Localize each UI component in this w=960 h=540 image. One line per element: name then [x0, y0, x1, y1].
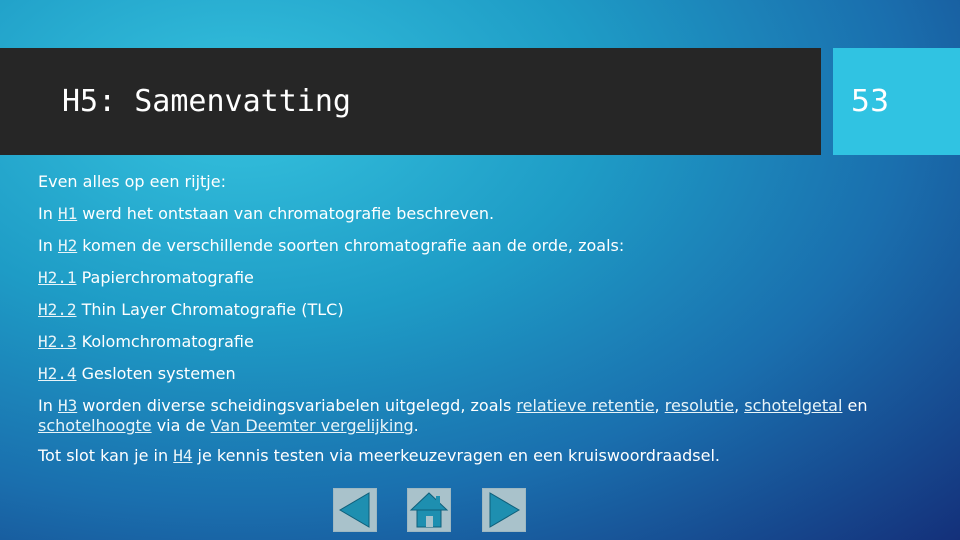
page-number: 53 — [850, 84, 890, 119]
line-h4-pre: Tot slot kan je in — [38, 446, 174, 465]
sub-item-h2-2 — [38, 300, 868, 320]
line-h3-mid3: via de — [151, 416, 211, 435]
slide-body — [38, 172, 868, 478]
next-button[interactable] — [482, 488, 526, 532]
slide-title: H5: Samenvatting — [62, 84, 351, 119]
line-h3-sep1: , — [654, 396, 665, 415]
link-h2-3[interactable]: H2.3 — [38, 332, 77, 351]
link-h2-1[interactable]: H2.1 — [38, 268, 77, 287]
link-relatieve-retentie[interactable]: relatieve retentie — [516, 396, 655, 415]
link-schotelhoogte[interactable]: schotelhoogte — [38, 416, 152, 435]
link-van-deemter[interactable]: Van Deemter vergelijking — [210, 416, 414, 435]
link-h2-4[interactable]: H2.4 — [38, 364, 77, 383]
line-h3-end: . — [413, 416, 419, 435]
link-h1[interactable]: H1 — [57, 204, 78, 223]
sub-item-h2-4 — [38, 364, 868, 384]
line-h2 — [38, 236, 868, 256]
link-h2-2[interactable]: H2.2 — [38, 300, 77, 319]
link-h4[interactable]: H4 — [173, 446, 193, 465]
prev-button[interactable] — [333, 488, 377, 532]
line-h4 — [38, 446, 868, 466]
line-h3-mid2: en — [842, 396, 868, 415]
line-h3-mid1: worden diverse scheidingsvariabelen uitgelegd, zoals — [77, 396, 517, 415]
sub-item-text: Thin Layer Chromatografie (TLC) — [76, 300, 344, 319]
arrow-left-icon — [335, 490, 375, 530]
line-h2-pre: In — [38, 236, 58, 255]
link-resolutie[interactable]: resolutie — [664, 396, 735, 415]
link-schotelgetal[interactable]: schotelgetal — [744, 396, 843, 415]
sub-item-text: Kolomchromatografie — [76, 332, 254, 351]
sub-item-h2-1 — [38, 268, 868, 288]
line-h2-post: komen de verschillende soorten chromatografie aan de orde, zoals: — [77, 236, 625, 255]
line-h3-sep2: , — [734, 396, 745, 415]
line-h3-pre: In — [38, 396, 58, 415]
sub-item-h2-3 — [38, 332, 868, 352]
sub-item-text: Papierchromatografie — [76, 268, 254, 287]
line-h3 — [38, 396, 868, 436]
line-h1 — [38, 204, 868, 224]
arrow-right-icon — [484, 490, 524, 530]
home-button[interactable] — [407, 488, 451, 532]
sub-item-text: Gesloten systemen — [76, 364, 236, 383]
link-h3[interactable]: H3 — [57, 396, 78, 415]
home-icon — [409, 490, 449, 530]
line-h1-pre: In — [38, 204, 58, 223]
line-h1-post: werd het ontstaan van chromatografie beschreven. — [77, 204, 495, 223]
line-h4-post: je kennis testen via meerkeuzevragen en een kruiswoordraadsel. — [192, 446, 720, 465]
intro-text: Even alles op een rijtje: — [38, 172, 226, 191]
link-h2[interactable]: H2 — [57, 236, 78, 255]
